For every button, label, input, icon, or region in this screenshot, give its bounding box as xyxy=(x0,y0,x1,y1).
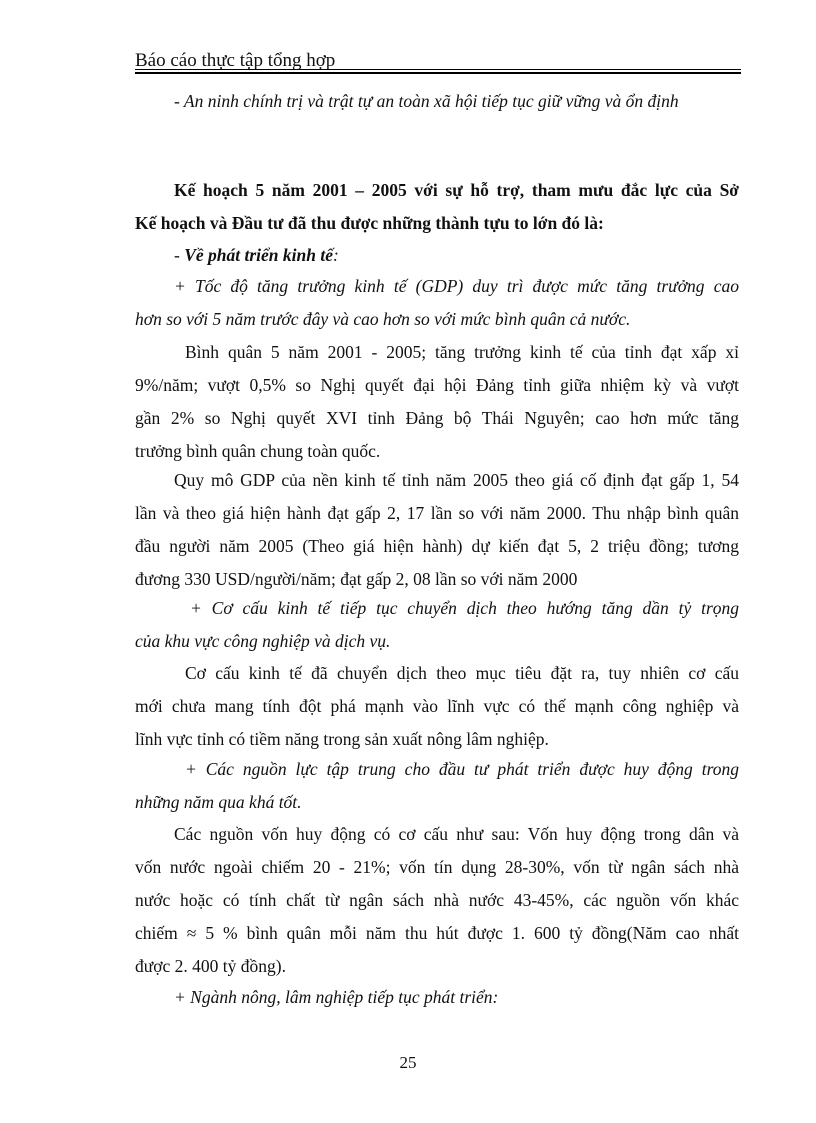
text-line: vốn nước ngoài chiếm 20 - 21%; vốn tín dụng 28-30%, vốn từ ngân sách nhà xyxy=(135,857,739,877)
text-line: gần 2% so Nghị quyết XVI tỉnh Đảng bộ Thái Nguyên; cao hơn mức tăng xyxy=(135,408,739,428)
text-line: + Tốc độ tăng trưởng kinh tế (GDP) duy trì được mức tăng trưởng cao xyxy=(174,276,739,296)
text-line: + Ngành nông, lâm nghiệp tiếp tục phát triển: xyxy=(174,987,499,1007)
text-line: Kế hoạch và Đầu tư đã thu được những thành tựu to lớn đó là: xyxy=(135,213,604,233)
text-line: Cơ cấu kinh tế đã chuyển dịch theo mục tiêu đặt ra, tuy nhiên cơ cấu xyxy=(185,663,739,683)
paragraph-security-stability xyxy=(135,85,739,118)
text-line: được 2. 400 tỷ đồng). xyxy=(135,956,286,976)
heading-text: Về phát triển kinh tế xyxy=(184,245,333,265)
text-line: chiếm ≈ 5 % bình quân mỗi năm thu hút được 1. 600 tỷ đồng(Năm cao nhất xyxy=(135,923,739,943)
text-line: 9%/năm; vượt 0,5% so Nghị quyết đại hội Đảng tỉnh giữa nhiệm kỳ và vượt xyxy=(135,375,739,395)
text-line: Các nguồn vốn huy động có cơ cấu như sau: Vốn huy động trong dân và xyxy=(174,824,739,844)
text-line: Kế hoạch 5 năm 2001 – 2005 với sự hỗ trợ, tham mưu đắc lực của Sở xyxy=(174,180,739,200)
text-line: - An ninh chính trị và trật tự an toàn xã hội tiếp tục giữ vững và ổn định xyxy=(174,91,679,111)
text-line: lần và theo giá hiện hành đạt gấp 2, 17 lần so với năm 2000. Thu nhập bình quân xyxy=(135,503,739,523)
heading-colon: : xyxy=(332,245,339,265)
text-line: + Các nguồn lực tập trung cho đầu tư phát triển được huy động trong xyxy=(185,759,739,779)
text-line: của khu vực công nghiệp và dịch vụ. xyxy=(135,631,391,651)
report-title: Báo cáo thực tập tổng hợp xyxy=(135,50,336,71)
text-line: trưởng bình quân chung toàn quốc. xyxy=(135,441,381,461)
page-number: 25 xyxy=(399,1053,417,1072)
paragraph-gdp-scale xyxy=(135,464,739,596)
paragraph-average-growth xyxy=(135,336,739,468)
text-line: lĩnh vực tỉnh có tiềm năng trong sản xuất nông lâm nghiệp. xyxy=(135,729,549,749)
paragraph-structure-shift xyxy=(135,657,739,756)
paragraph-capital-structure xyxy=(135,818,739,983)
page-header xyxy=(135,50,741,74)
header-rule-thick xyxy=(135,72,741,74)
text-line: Bình quân 5 năm 2001 - 2005; tăng trưởng kinh tế của tỉnh đạt xấp xỉ xyxy=(185,342,739,362)
bullet-dash: - xyxy=(174,245,185,265)
paragraph-gdp-growth xyxy=(135,270,739,336)
text-line: mới chưa mang tính đột phá mạnh vào lĩnh vực có thế mạnh công nghiệp và xyxy=(135,696,739,716)
paragraph-economic-structure xyxy=(135,592,739,658)
text-line: Quy mô GDP của nền kinh tế tỉnh năm 2005 theo giá cố định đạt gấp 1, 54 xyxy=(174,470,739,490)
text-line: đầu người năm 2005 (Theo giá hiện hành) dự kiến đạt 5, 2 triệu đồng; tương xyxy=(135,536,739,556)
text-line: hơn so với 5 năm trước đây và cao hơn so với mức bình quân cả nước. xyxy=(135,309,631,329)
text-line xyxy=(135,239,739,272)
paragraph-investment-resources xyxy=(135,753,739,819)
heading-economic-development xyxy=(135,239,739,272)
paragraph-agriculture-forestry xyxy=(135,981,739,1014)
text-line: đương 330 USD/người/năm; đạt gấp 2, 08 lần so với năm 2000 xyxy=(135,569,578,589)
text-line: + Cơ cấu kinh tế tiếp tục chuyển dịch theo hướng tăng dần tỷ trọng xyxy=(190,598,739,618)
text-line: nước hoặc có tính chất từ ngân sách nhà nước 43-45%, các nguồn vốn khác xyxy=(135,890,739,910)
header-rule xyxy=(135,69,741,70)
text-line: những năm qua khá tốt. xyxy=(135,792,302,812)
paragraph-five-year-plan xyxy=(135,174,739,240)
